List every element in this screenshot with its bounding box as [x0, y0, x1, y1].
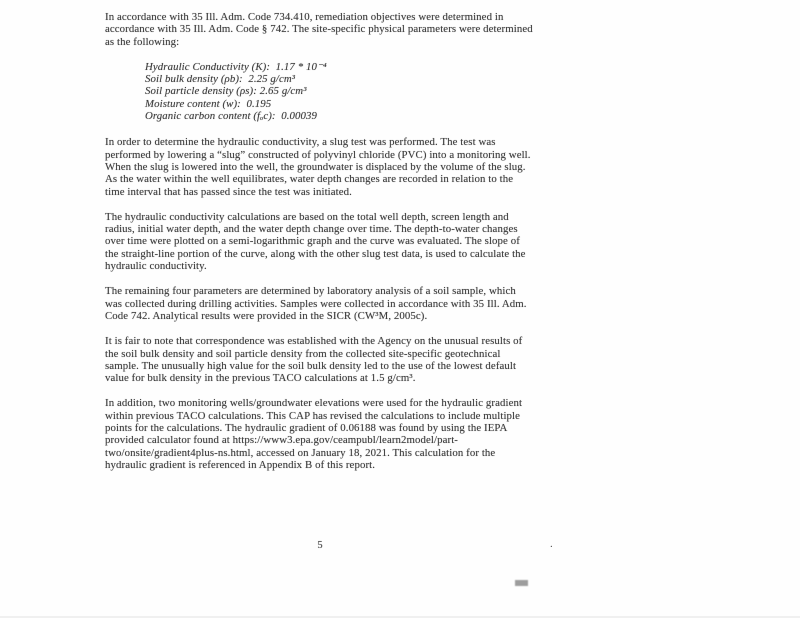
parameter-soil-particle-density: Soil particle density (ρs): 2.65 g/cm³: [145, 85, 307, 98]
intro-paragraph: In accordance with 35 Ill. Adm. Code 734.410, remediation objectives were determined in accordance with 35 Ill. Adm. Code § 742. The site-specific physical parameters were determined as the following:: [105, 11, 533, 48]
page-number: 5: [317, 540, 323, 551]
stray-period-mark: .: [550, 538, 553, 550]
body-paragraph-agency-correspondence: It is fair to note that correspondence was established with the Agency on the unusual results of the soil bulk density and soil particle density from the collected site-specific geotechnical sample. The unusually high value for the soil bulk density led to the use of the lowest default value for bulk density in the previous TACO calculations at 1.5 g/cm³.: [105, 335, 523, 385]
body-paragraph-hydraulic-gradient: In addition, two monitoring wells/groundwater elevations were used for the hydraulic gradient within previous TACO calculations. This CAP has revised the calculations to include multiple points for the calculations. The hydraulic gradient of 0.06188 was found by using the IEPA provided calculator found at https://www3.epa.gov/ceampubl/learn2model/part-two/onsite/gradient4plus-ns.html, accessed on January 18, 2021. This calculation for the hydraulic gradient is referenced in Appendix B of this report.: [105, 397, 523, 471]
parameter-moisture-content: Moisture content (w): 0.195: [145, 97, 272, 110]
body-paragraph-lab-analysis: The remaining four parameters are determined by laboratory analysis of a soil sample, which was collected during drilling activities. Samples were collected in accordance with 35 Ill. Adm. Code 742. Analytical results were provided in the SICR (CW³M, 2005c).: [105, 285, 527, 322]
parameter-organic-carbon-content: Organic carbon content (fₒc): 0.00039: [145, 110, 317, 123]
body-paragraph-conductivity-calculations: The hydraulic conductivity calculations are based on the total well depth, screen length and radius, initial water depth, and the water depth change over time. The depth-to-water changes over time were plotted on a semi-logarithmic graph and the curve was evaluated. The slope of the straight-line portion of the curve, along with the other slug test data, is used to calculate the hydraulic conductivity.: [105, 210, 526, 273]
body-paragraph-slug-test: In order to determine the hydraulic conductivity, a slug test was performed. The test was performed by lowering a “slug” constructed of polyvinyl chloride (PVC) into a monitoring well. When the slug is lowered into the well, the groundwater is displaced by the volume of the slug. As the water within the well equilibrates, water depth changes are recorded in relation to the time interval that has passed since the test was initiated.: [105, 136, 531, 198]
parameter-hydraulic-conductivity: Hydraulic Conductivity (K): 1.17 * 10⁻⁴: [145, 60, 327, 73]
scan-artifact: [515, 580, 528, 586]
parameter-list: [145, 61, 535, 122]
document-text-block: [105, 11, 535, 484]
parameter-soil-bulk-density: Soil bulk density (ρb): 2.25 g/cm³: [145, 73, 296, 86]
